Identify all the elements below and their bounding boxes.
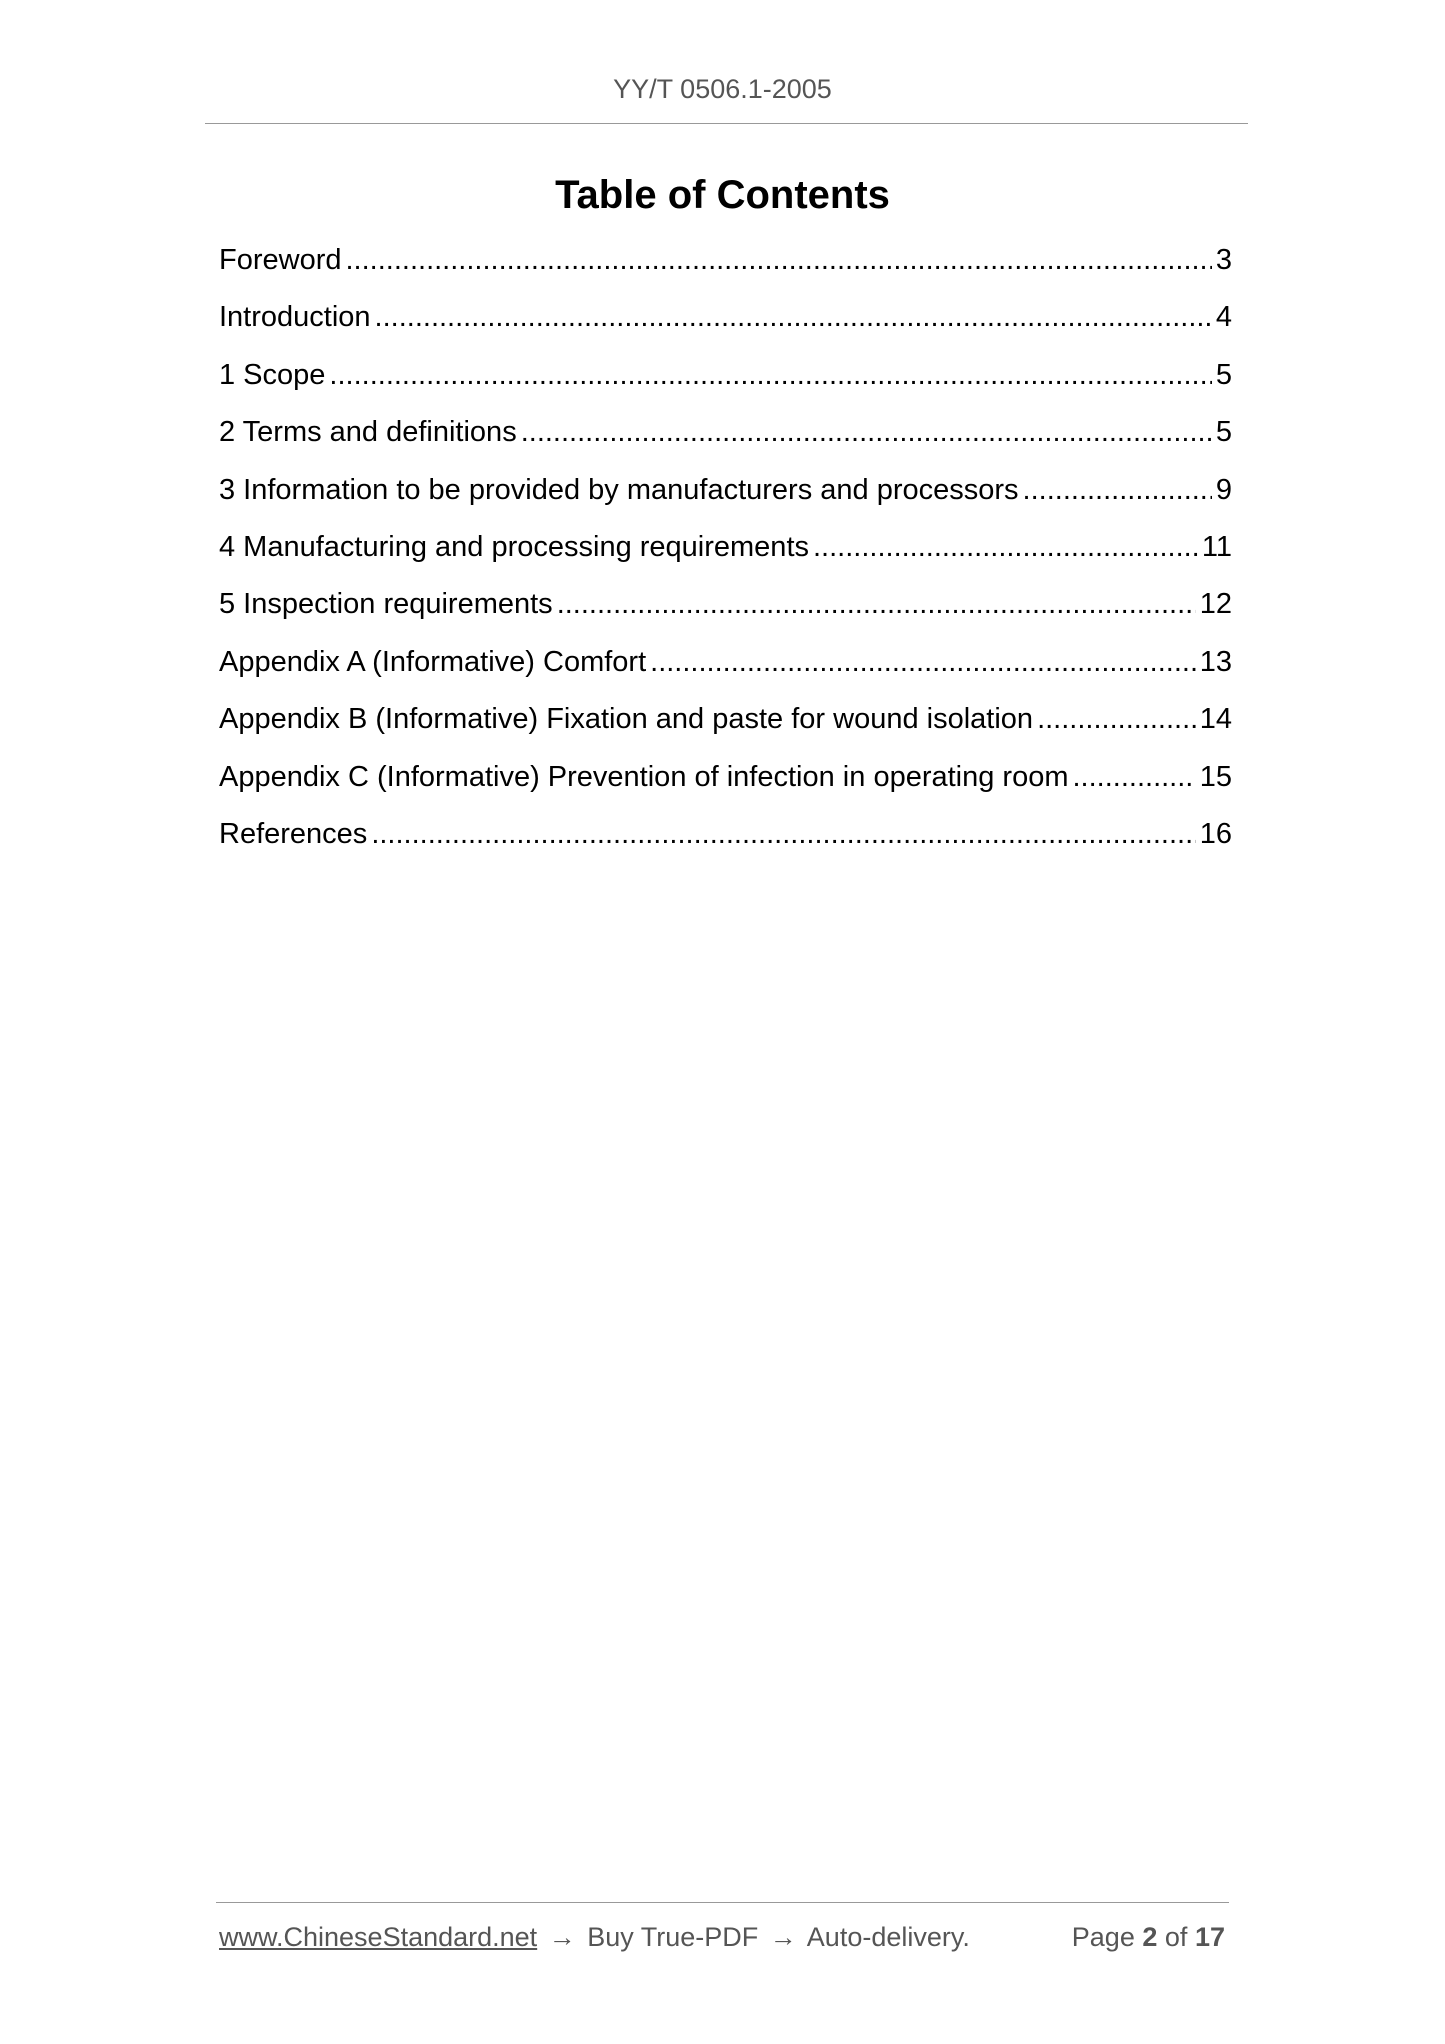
arrow-right-icon: →: [769, 1922, 797, 1952]
toc-entry-page: 5: [1215, 416, 1232, 449]
page-footer: [219, 1920, 1225, 1954]
toc-entry-manufacturing[interactable]: [219, 527, 1232, 584]
site-link[interactable]: www.ChineseStandard.net: [219, 1922, 538, 1952]
toc-entry-references[interactable]: [219, 814, 1232, 871]
current-page-number: 2: [1142, 1922, 1158, 1952]
toc-entry-information[interactable]: [219, 470, 1232, 527]
toc-entry-page: 4: [1215, 301, 1232, 334]
toc-entry-page: 16: [1199, 817, 1232, 850]
toc-dot-leader: [521, 412, 1212, 452]
page-indicator: [1072, 1920, 1225, 1954]
toc-entry-page: 9: [1215, 473, 1232, 506]
toc-list: [219, 240, 1232, 871]
toc-dot-leader: [346, 240, 1212, 280]
footer-divider: [216, 1902, 1229, 1903]
page-word: Page: [1071, 1922, 1135, 1952]
total-pages-number: 17: [1194, 1922, 1225, 1952]
of-word: of: [1164, 1922, 1188, 1952]
toc-entry-page: 3: [1215, 244, 1232, 276]
toc-entry-page: 14: [1199, 703, 1232, 736]
toc-entry-appendix-b[interactable]: [219, 699, 1232, 756]
toc-dot-leader: [1037, 699, 1196, 739]
toc-entry-label: Appendix A (Informative) Comfort: [219, 645, 647, 678]
toc-entry-label: 5 Inspection requirements: [219, 588, 553, 621]
toc-entry-label: 3 Information to be provided by manufacturers and processors: [219, 473, 1019, 506]
toc-entry-label: Foreword: [219, 244, 342, 276]
toc-entry-label: 4 Manufacturing and processing requirements: [219, 530, 809, 563]
toc-dot-leader: [557, 584, 1196, 624]
auto-delivery-text: Auto-delivery.: [806, 1922, 970, 1952]
toc-dot-leader: [1023, 470, 1212, 510]
toc-entry-label: Appendix C (Informative) Prevention of infection in operating room: [219, 760, 1069, 793]
document-code: YY/T 0506.1-2005: [613, 74, 832, 104]
arrow-right-icon: →: [548, 1922, 576, 1952]
buy-true-pdf-text: Buy True-PDF: [587, 1922, 759, 1952]
toc-entry-scope[interactable]: [219, 355, 1232, 412]
toc-entry-label: Appendix B (Informative) Fixation and paste for wound isolation: [219, 703, 1034, 736]
header-divider: [205, 123, 1248, 124]
toc-entry-terms-definitions[interactable]: [219, 412, 1232, 469]
toc-dot-leader: [371, 814, 1195, 854]
toc-dot-leader: [650, 642, 1196, 682]
toc-entry-appendix-c[interactable]: [219, 757, 1232, 814]
toc-entry-label: Introduction: [219, 301, 371, 334]
toc-entry-label: 2 Terms and definitions: [219, 416, 517, 449]
toc-dot-leader: [1073, 757, 1196, 797]
toc-entry-label: 1 Scope: [219, 358, 326, 391]
toc-entry-page: 12: [1199, 588, 1232, 621]
toc-dot-leader: [813, 527, 1198, 567]
toc-entry-page: 13: [1199, 645, 1232, 678]
toc-dot-leader: [375, 297, 1212, 337]
toc-entry-appendix-a[interactable]: [219, 642, 1232, 699]
toc-entry-page: 5: [1215, 358, 1232, 391]
toc-entry-page: 15: [1199, 760, 1232, 793]
toc-entry-page: 11: [1201, 530, 1232, 563]
toc-entry-label: References: [219, 817, 368, 850]
toc-entry-introduction[interactable]: [219, 297, 1232, 354]
toc-dot-leader: [329, 355, 1211, 395]
toc-entry-foreword[interactable]: [219, 240, 1232, 297]
toc-entry-inspection[interactable]: [219, 584, 1232, 641]
toc-title: Table of Contents: [555, 173, 890, 217]
